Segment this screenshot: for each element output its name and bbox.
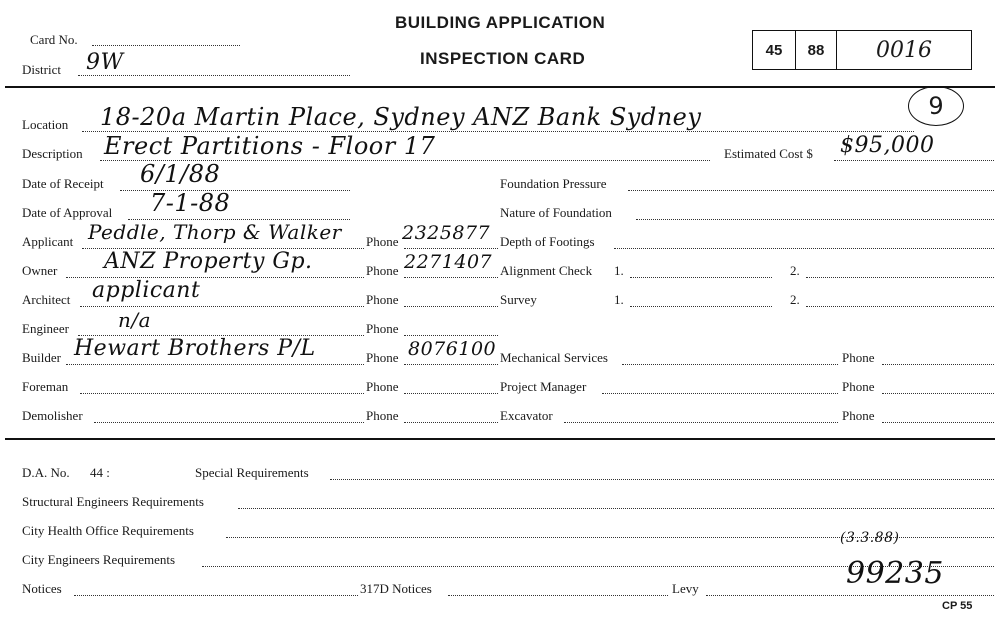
notices-317d-field[interactable] <box>448 595 668 596</box>
estimated-cost-value: $95,000 <box>840 133 935 158</box>
survey-1-field[interactable] <box>630 306 772 307</box>
applicant-label: Applicant <box>22 234 74 249</box>
da-no-label: D.A. No. <box>22 465 70 480</box>
demolisher-phone-label: Phone <box>366 408 399 423</box>
architect-phone-label: Phone <box>366 292 399 307</box>
city-engineers-label: City Engineers Requirements <box>22 552 176 567</box>
excavator-phone-field[interactable] <box>882 422 994 423</box>
builder-phone-value: 8076100 <box>408 338 497 360</box>
levy-field[interactable] <box>706 595 994 596</box>
owner-label: Owner <box>22 263 58 278</box>
form-title-line1: BUILDING APPLICATION <box>395 13 606 32</box>
header-divider <box>5 86 995 88</box>
alignment-check-1-label: 1. <box>614 263 624 278</box>
owner-value: ANZ Property Gp. <box>104 249 313 274</box>
card-number-box <box>752 30 972 70</box>
nature-foundation-field[interactable] <box>636 219 994 220</box>
applicant-value: Peddle, Thorp & Walker <box>88 220 342 244</box>
foundation-pressure-field[interactable] <box>628 190 994 191</box>
owner-phone-value: 2271407 <box>404 251 493 273</box>
project-manager-label: Project Manager <box>500 379 587 394</box>
da-no-value: 44 : <box>90 465 110 480</box>
survey-label: Survey <box>500 292 537 307</box>
foreman-phone-label: Phone <box>366 379 399 394</box>
alignment-check-2-field[interactable] <box>806 277 994 278</box>
alignment-check-label: Alignment Check <box>500 263 593 278</box>
architect-label: Architect <box>22 292 71 307</box>
engineer-phone-label: Phone <box>366 321 399 336</box>
builder-field[interactable] <box>66 364 364 365</box>
special-requirements-field[interactable] <box>330 479 994 480</box>
mechanical-phone-label: Phone <box>842 350 875 365</box>
description-value: Erect Partitions - Floor 17 <box>104 132 436 160</box>
date-receipt-value: 6/1/88 <box>140 160 221 188</box>
engineer-phone-field[interactable] <box>404 335 498 336</box>
date-approval-value: 7-1-88 <box>150 189 231 217</box>
form-code: CP 55 <box>942 600 973 612</box>
foreman-field[interactable] <box>80 393 364 394</box>
nature-foundation-label: Nature of Foundation <box>500 205 612 220</box>
mechanical-services-field[interactable] <box>622 364 838 365</box>
depth-footings-field[interactable] <box>614 248 994 249</box>
builder-phone-label: Phone <box>366 350 399 365</box>
foreman-phone-field[interactable] <box>404 393 498 394</box>
applicant-phone-field[interactable] <box>404 248 498 249</box>
survey-2-label: 2. <box>790 292 800 307</box>
mechanical-services-label: Mechanical Services <box>500 350 608 365</box>
survey-1-label: 1. <box>614 292 624 307</box>
structural-requirements-label: Structural Engineers Requirements <box>22 494 204 509</box>
location-value: 18-20a Martin Place, Sydney ANZ Bank Sydney <box>100 103 702 131</box>
health-requirements-label: City Health Office Requirements <box>22 523 194 538</box>
card-no-label: Card No. <box>30 32 78 47</box>
card-number-cell-2: 88 <box>796 31 837 69</box>
builder-phone-field[interactable] <box>404 364 498 365</box>
district-field[interactable] <box>78 75 350 76</box>
foreman-label: Foreman <box>22 379 69 394</box>
survey-2-field[interactable] <box>806 306 994 307</box>
structural-requirements-field[interactable] <box>238 508 994 509</box>
owner-phone-field[interactable] <box>404 277 498 278</box>
district-label: District <box>22 62 61 77</box>
description-label: Description <box>22 146 83 161</box>
excavator-label: Excavator <box>500 408 553 423</box>
card-no-field[interactable] <box>92 45 240 46</box>
city-engineers-note: (3.3.88) <box>840 530 900 546</box>
alignment-check-2-label: 2. <box>790 263 800 278</box>
applicant-phone-value: 2325877 <box>402 222 491 244</box>
engineer-label: Engineer <box>22 321 69 336</box>
architect-value: applicant <box>92 278 201 303</box>
architect-phone-field[interactable] <box>404 306 498 307</box>
date-approval-label: Date of Approval <box>22 205 113 220</box>
special-requirements-label: Special Requirements <box>195 465 309 480</box>
project-manager-field[interactable] <box>602 393 838 394</box>
section-divider <box>5 438 995 440</box>
demolisher-label: Demolisher <box>22 408 83 423</box>
levy-value: 99235 <box>846 556 944 591</box>
project-manager-phone-field[interactable] <box>882 393 994 394</box>
notices-field[interactable] <box>74 595 358 596</box>
demolisher-field[interactable] <box>94 422 364 423</box>
applicant-phone-label: Phone <box>366 234 399 249</box>
location-label: Location <box>22 117 69 132</box>
mechanical-phone-field[interactable] <box>882 364 994 365</box>
project-manager-phone-label: Phone <box>842 379 875 394</box>
builder-label: Builder <box>22 350 61 365</box>
excavator-phone-label: Phone <box>842 408 875 423</box>
district-value: 9W <box>86 50 124 75</box>
alignment-check-1-field[interactable] <box>630 277 772 278</box>
estimated-cost-field[interactable] <box>834 160 994 161</box>
architect-field[interactable] <box>80 306 364 307</box>
demolisher-phone-field[interactable] <box>404 422 498 423</box>
excavator-field[interactable] <box>564 422 838 423</box>
levy-label: Levy <box>672 581 699 596</box>
card-number-cell-3: 0016 <box>876 37 932 63</box>
notices-label: Notices <box>22 581 62 596</box>
notices-317d-label: 317D Notices <box>360 581 432 596</box>
builder-value: Hewart Brothers P/L <box>74 336 316 361</box>
engineer-value: n/a <box>118 308 152 332</box>
foundation-pressure-label: Foundation Pressure <box>500 176 607 191</box>
card-number-cell-1: 45 <box>753 31 796 69</box>
date-receipt-label: Date of Receipt <box>22 176 104 191</box>
owner-phone-label: Phone <box>366 263 399 278</box>
form-title-line2: INSPECTION CARD <box>420 49 586 68</box>
estimated-cost-label: Estimated Cost $ <box>724 146 813 161</box>
circled-number: 9 <box>908 86 964 126</box>
depth-footings-label: Depth of Footings <box>500 234 595 249</box>
